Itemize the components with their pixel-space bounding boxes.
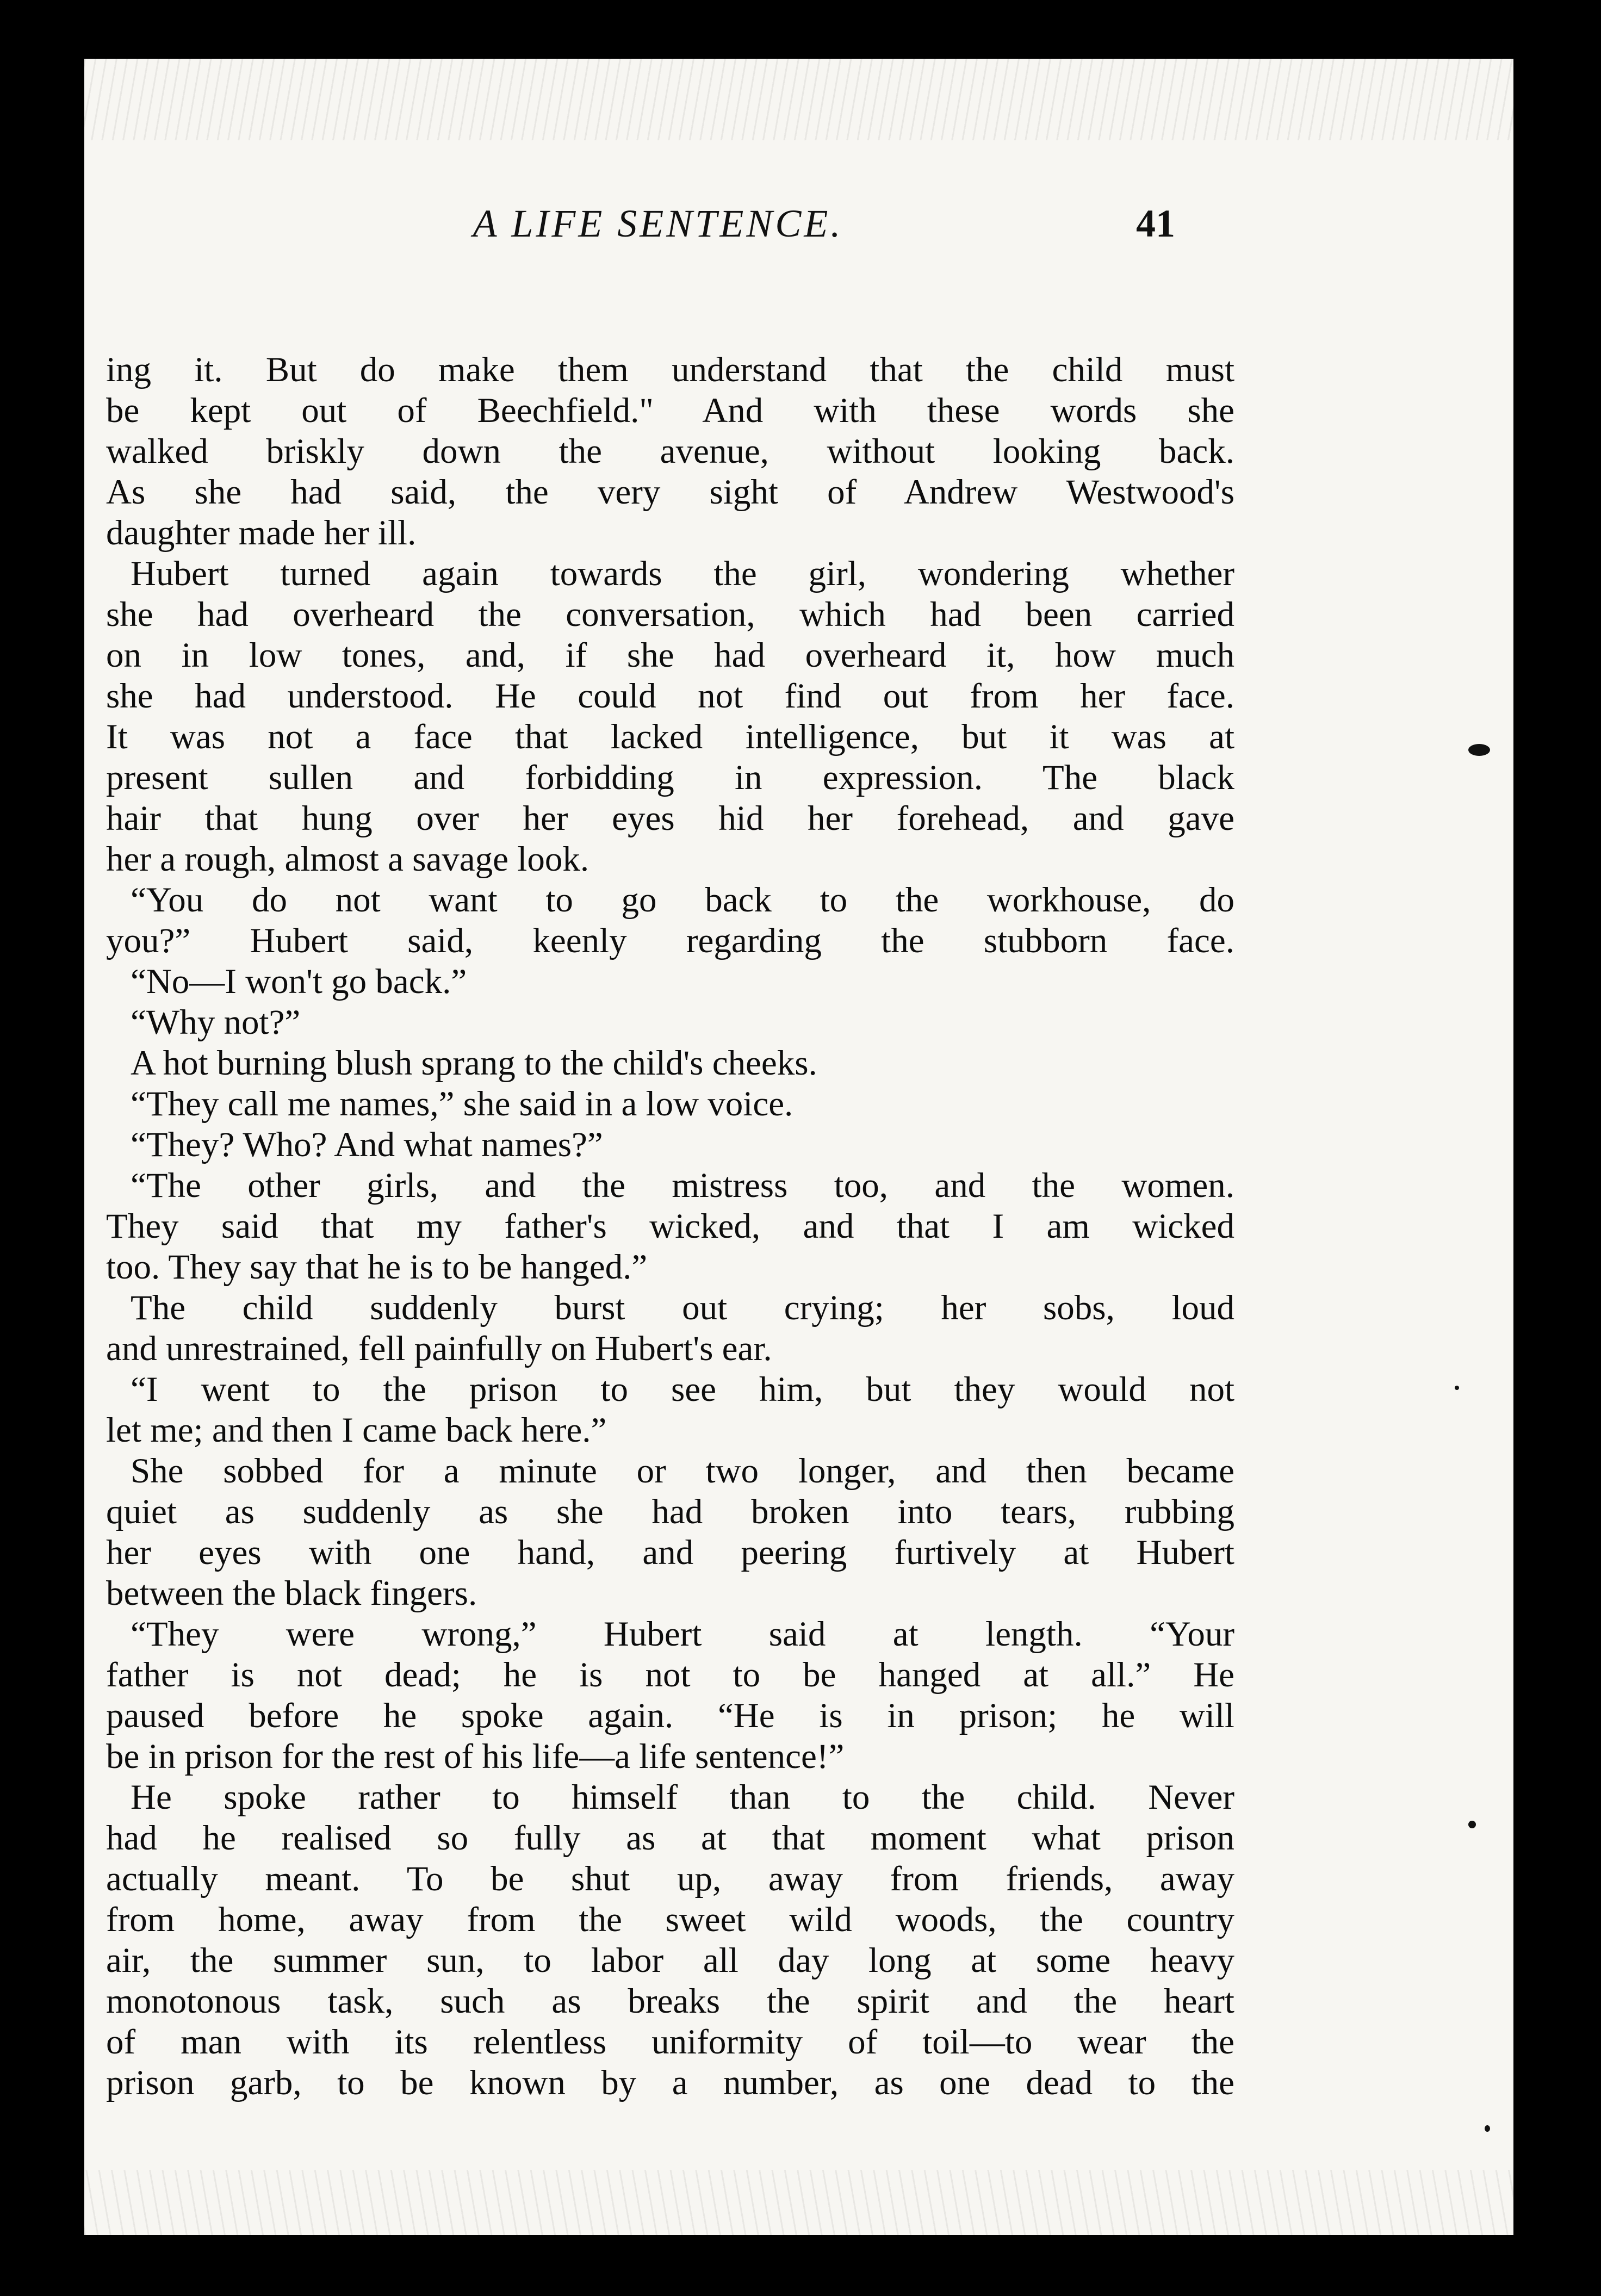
text-line: “They call me names,” she said in a low voice. (131, 1084, 793, 1124)
text-line: let me; and then I came back here.” (106, 1411, 607, 1450)
text-line: The child suddenly burst out crying; her sobs, loud (131, 1288, 1234, 1327)
text-line: present sullen and forbidding in expression. The black (106, 758, 1234, 797)
text-line: “They were wrong,” Hubert said at length. “Your (131, 1615, 1234, 1654)
text-line: A hot burning blush sprang to the child's cheeks. (131, 1044, 817, 1083)
text-line: too. They say that he is to be hanged.” (106, 1248, 648, 1287)
text-line: quiet as suddenly as she had broken into tears, rubbing (106, 1492, 1234, 1531)
book-page (84, 59, 1513, 2235)
text-line: “You do not want to go back to the workhouse, do (131, 880, 1234, 920)
text-line: her eyes with one hand, and peering furtively at Hubert (106, 1533, 1234, 1572)
text-line: her a rough, almost a savage look. (106, 840, 589, 879)
ink-speck (1455, 1386, 1459, 1390)
page-number: 41 (1136, 202, 1175, 245)
text-line: daughter made her ill. (106, 513, 417, 553)
text-line: He spoke rather to himself than to the child. Never (131, 1778, 1234, 1817)
text-line: from home, away from the sweet wild woods, the country (106, 1900, 1234, 1939)
text-line: of man with its relentless uniformity of toil—to wear the (106, 2022, 1234, 2062)
text-line: hair that hung over her eyes hid her forehead, and gave (106, 799, 1234, 838)
text-line: be kept out of Beechfield." And with these words she (106, 391, 1234, 430)
running-head (84, 201, 1513, 261)
text-line: “They? Who? And what names?” (131, 1125, 603, 1164)
text-line: They said that my father's wicked, and that I am wicked (106, 1207, 1234, 1246)
text-line: had he realised so fully as at that moment what prison (106, 1819, 1234, 1858)
ink-speck (1468, 744, 1490, 756)
text-line: “Why not?” (131, 1003, 301, 1042)
text-line: she had understood. He could not find out from her face. (106, 677, 1234, 716)
text-line: between the black fingers. (106, 1574, 477, 1613)
running-title: A LIFE SENTENCE. (473, 202, 843, 245)
text-line: paused before he spoke again. “He is in prison; he will (106, 1696, 1234, 1735)
text-line: monotonous task, such as breaks the spirit and the heart (106, 1982, 1234, 2021)
text-line: As she had said, the very sight of Andrew Westwood's (106, 473, 1234, 512)
text-line: father is not dead; he is not to be hanged at all.” He (106, 1655, 1234, 1695)
text-line: and unrestrained, fell painfully on Hubert's ear. (106, 1329, 772, 1368)
text-line: She sobbed for a minute or two longer, and then became (131, 1451, 1234, 1491)
text-line: It was not a face that lacked intelligence, but it was at (106, 717, 1234, 756)
ink-speck (1485, 2125, 1490, 2132)
text-line: “I went to the prison to see him, but they would not (131, 1370, 1234, 1409)
text-line: actually meant. To be shut up, away from friends, away (106, 1859, 1234, 1898)
body-text (106, 350, 1234, 2103)
text-line: walked briskly down the avenue, without looking back. (106, 432, 1234, 471)
text-line: “The other girls, and the mistress too, and the women. (131, 1166, 1234, 1205)
text-line: air, the summer sun, to labor all day long at some heavy (106, 1941, 1234, 1980)
text-line: on in low tones, and, if she had overheard it, how much (106, 636, 1234, 675)
text-line: be in prison for the rest of his life—a life sentence!” (106, 1737, 845, 1776)
text-line: she had overheard the conversation, which had been carried (106, 595, 1234, 634)
text-line: you?” Hubert said, keenly regarding the stubborn face. (106, 921, 1234, 960)
text-line: “No—I won't go back.” (131, 962, 467, 1001)
text-line: prison garb, to be known by a number, as one dead to the (106, 2063, 1234, 2102)
text-line: ing it. But do make them understand that the child must (106, 350, 1234, 389)
ink-speck (1468, 1821, 1476, 1828)
text-line: Hubert turned again towards the girl, wondering whether (131, 554, 1234, 593)
